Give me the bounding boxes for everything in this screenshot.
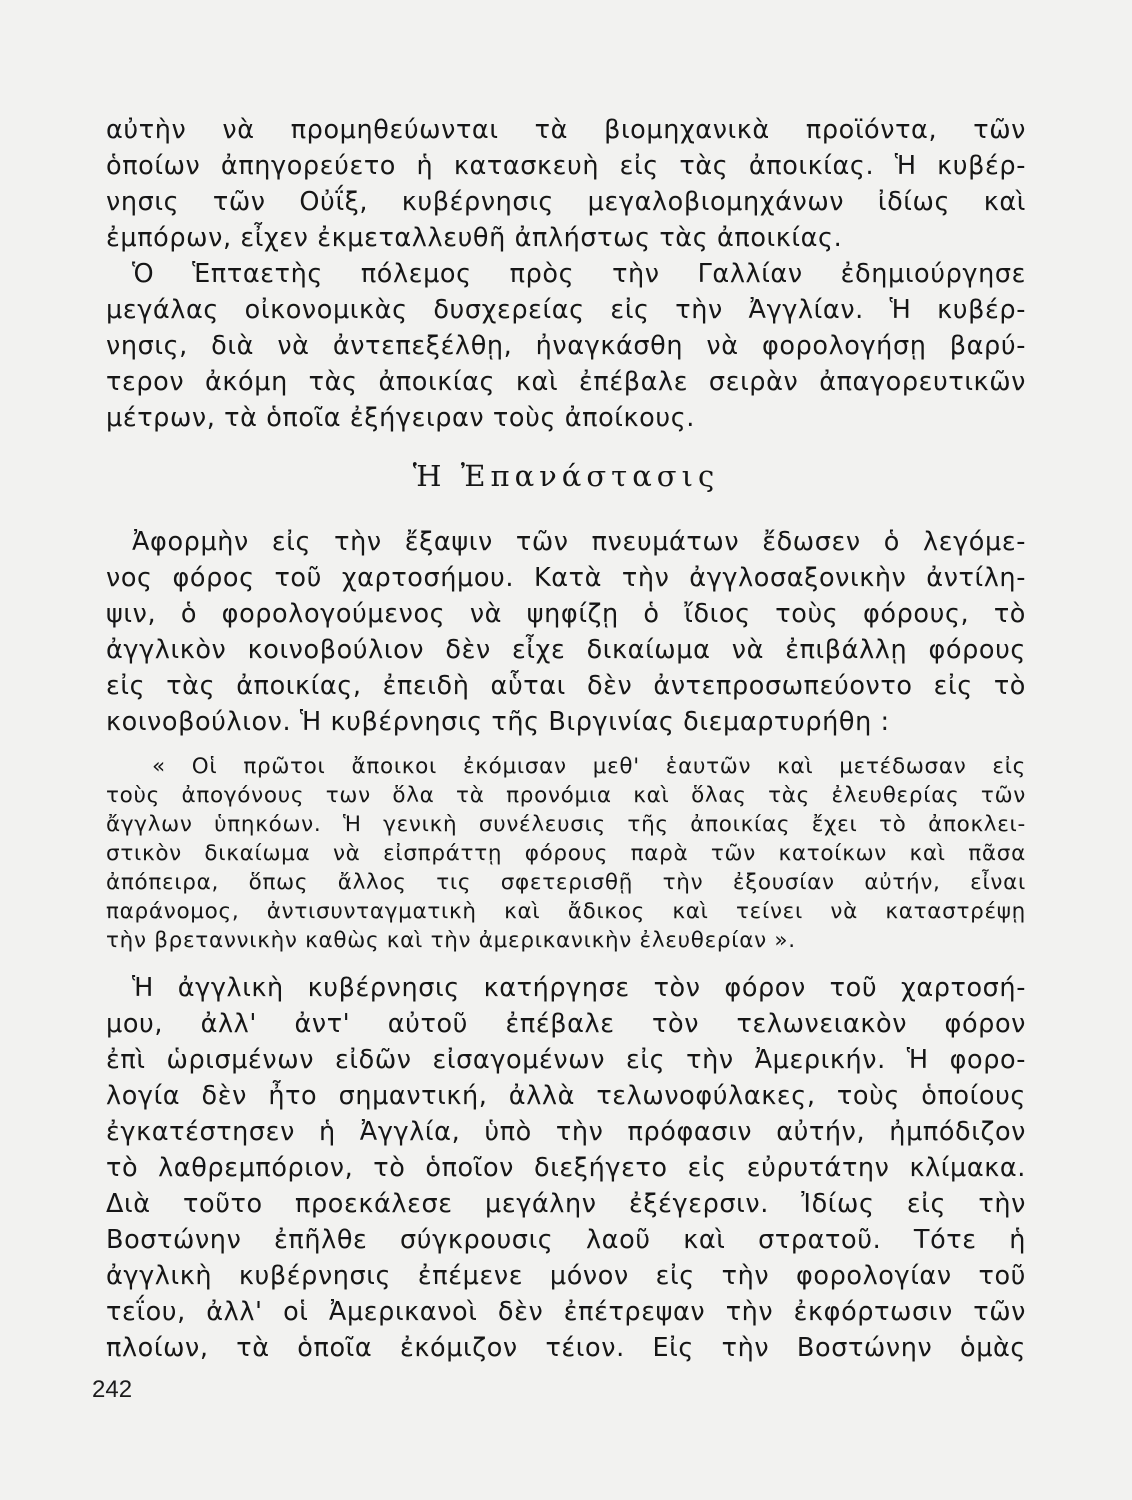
quote-line: τὴν βρεταννικὴν καθὼς καὶ τὴν ἀμερικανικὴν ἐλευθερίαν ». [106,928,796,953]
quote-line: παράνομος, ἀντισυνταγματικὴ καὶ ἄδικος καὶ τείνει νὰ καταστρέψῃ [106,899,1026,924]
text-line: ἀγγλικὸν κοινοβούλιον δὲν εἶχε δικαίωμα νὰ ἐπιβάλλῃ φόρους [106,635,1026,665]
text-line: τεΐου, ἀλλ' οἱ Ἀμερικανοὶ δὲν ἐπέτρεψαν τὴν ἐκφόρτωσιν τῶν [106,1297,1026,1327]
text-line: Ὁ Ἑπταετὴς πόλεμος πρὸς τὴν Γαλλίαν ἐδημιούργησε [132,259,1026,289]
text-line: εἰς τὰς ἀποικίας, ἐπειδὴ αὗται δὲν ἀντεπροσωπεύοντο εἰς τὸ [106,671,1026,701]
text-line: λογία δὲν ἦτο σημαντική, ἀλλὰ τελωνοφύλακες, τοὺς ὁποίους [106,1081,1026,1111]
quote-line: στικὸν δικαίωμα νὰ εἰσπράττῃ φόρους παρὰ τῶν κατοίκων καὶ πᾶσα [106,841,1026,866]
page-number: 242 [92,1376,133,1403]
text-line: νησις τῶν Οὐΐξ, κυβέρνησις μεγαλοβιομηχάνων ἰδίως καὶ [106,187,1026,217]
quote-line: ἄγγλων ὑπηκόων. Ἡ γενικὴ συνέλευσις τῆς ἀποικίας ἔχει τὸ ἀποκλει- [106,812,1026,837]
text-line: τὸ λαθρεμπόριον, τὸ ὁποῖον διεξήγετο εἰς εὐρυτάτην κλίμακα. [106,1153,1026,1183]
text-line: κοινοβούλιον. Ἡ κυβέρνησις τῆς Βιργινίας διεμαρτυρήθη : [106,707,890,737]
text-line: νησις, διὰ νὰ ἀντεπεξέλθῃ, ἠναγκάσθη νὰ φορολογήσῃ βαρύ- [106,331,1026,361]
text-line: ὁποίων ἀπηγορεύετο ἡ κατασκευὴ εἰς τὰς ἀποικίας. Ἡ κυβέρ- [106,151,1026,181]
text-line: ἐπὶ ὡρισμένων εἰδῶν εἰσαγομένων εἰς τὴν Ἀμερικήν. Ἡ φορο- [106,1045,1026,1075]
text-line: μέτρων, τὰ ὁποῖα ἐξήγειραν τοὺς ἀποίκους. [106,403,695,433]
text-line: ψιν, ὁ φορολογούμενος νὰ ψηφίζῃ ὁ ἴδιος τοὺς φόρους, τὸ [106,599,1026,629]
quote-line: τοὺς ἀπογόνους των ὅλα τὰ προνόμια καὶ ὅλας τὰς ἐλευθερίας τῶν [106,783,1026,808]
text-line: Ἀφορμὴν εἰς τὴν ἔξαψιν τῶν πνευμάτων ἔδωσεν ὁ λεγόμε- [132,527,1026,557]
text-line: ἀγγλικὴ κυβέρνησις ἐπέμενε μόνον εἰς τὴν φορολογίαν τοῦ [106,1261,1026,1291]
quote-line: ἀπόπειρα, ὅπως ἄλλος τις σφετερισθῇ τὴν ἐξουσίαν αὐτήν, εἶναι [106,870,1026,895]
text-line: νος φόρος τοῦ χαρτοσήμου. Κατὰ τὴν ἀγγλοσαξονικὴν ἀντίλη- [106,563,1026,593]
text-line: ἐμπόρων, εἶχεν ἐκμεταλλευθῆ ἀπλήστως τὰς ἀποικίας. [106,223,843,253]
text-line: πλοίων, τὰ ὁποῖα ἐκόμιζον τέιον. Εἰς τὴν Βοστώνην ὁμὰς [106,1333,1026,1363]
text-line: μεγάλας οἰκονομικὰς δυσχερείας εἰς τὴν Ἀγγλίαν. Ἡ κυβέρ- [106,295,1026,325]
text-line: μου, ἀλλ' ἀντ' αὐτοῦ ἐπέβαλε τὸν τελωνειακὸν φόρον [106,1009,1026,1039]
text-line: Διὰ τοῦτο προεκάλεσε μεγάλην ἐξέγερσιν. Ἰδίως εἰς τὴν [106,1189,1026,1219]
section-heading: Ἡ Ἐπανάστασις [412,459,720,493]
text-line: τερον ἀκόμη τὰς ἀποικίας καὶ ἐπέβαλε σειρὰν ἀπαγορευτικῶν [106,367,1026,397]
text-line: Ἡ ἀγγλικὴ κυβέρνησις κατήργησε τὸν φόρον τοῦ χαρτοσή- [132,973,1026,1003]
text-line: Βοστώνην ἐπῆλθε σύγκρουσις λαοῦ καὶ στρατοῦ. Τότε ἡ [106,1225,1026,1255]
quote-line: « Οἱ πρῶτοι ἄποικοι ἐκόμισαν μεθ' ἑαυτῶν καὶ μετέδωσαν εἰς [152,754,1026,779]
text-line: ἐγκατέστησεν ἡ Ἀγγλία, ὑπὸ τὴν πρόφασιν αὐτήν, ἠμπόδιζον [106,1117,1026,1147]
text-line: αὐτὴν νὰ προμηθεύωνται τὰ βιομηχανικὰ προϊόντα, τῶν [106,115,1026,145]
